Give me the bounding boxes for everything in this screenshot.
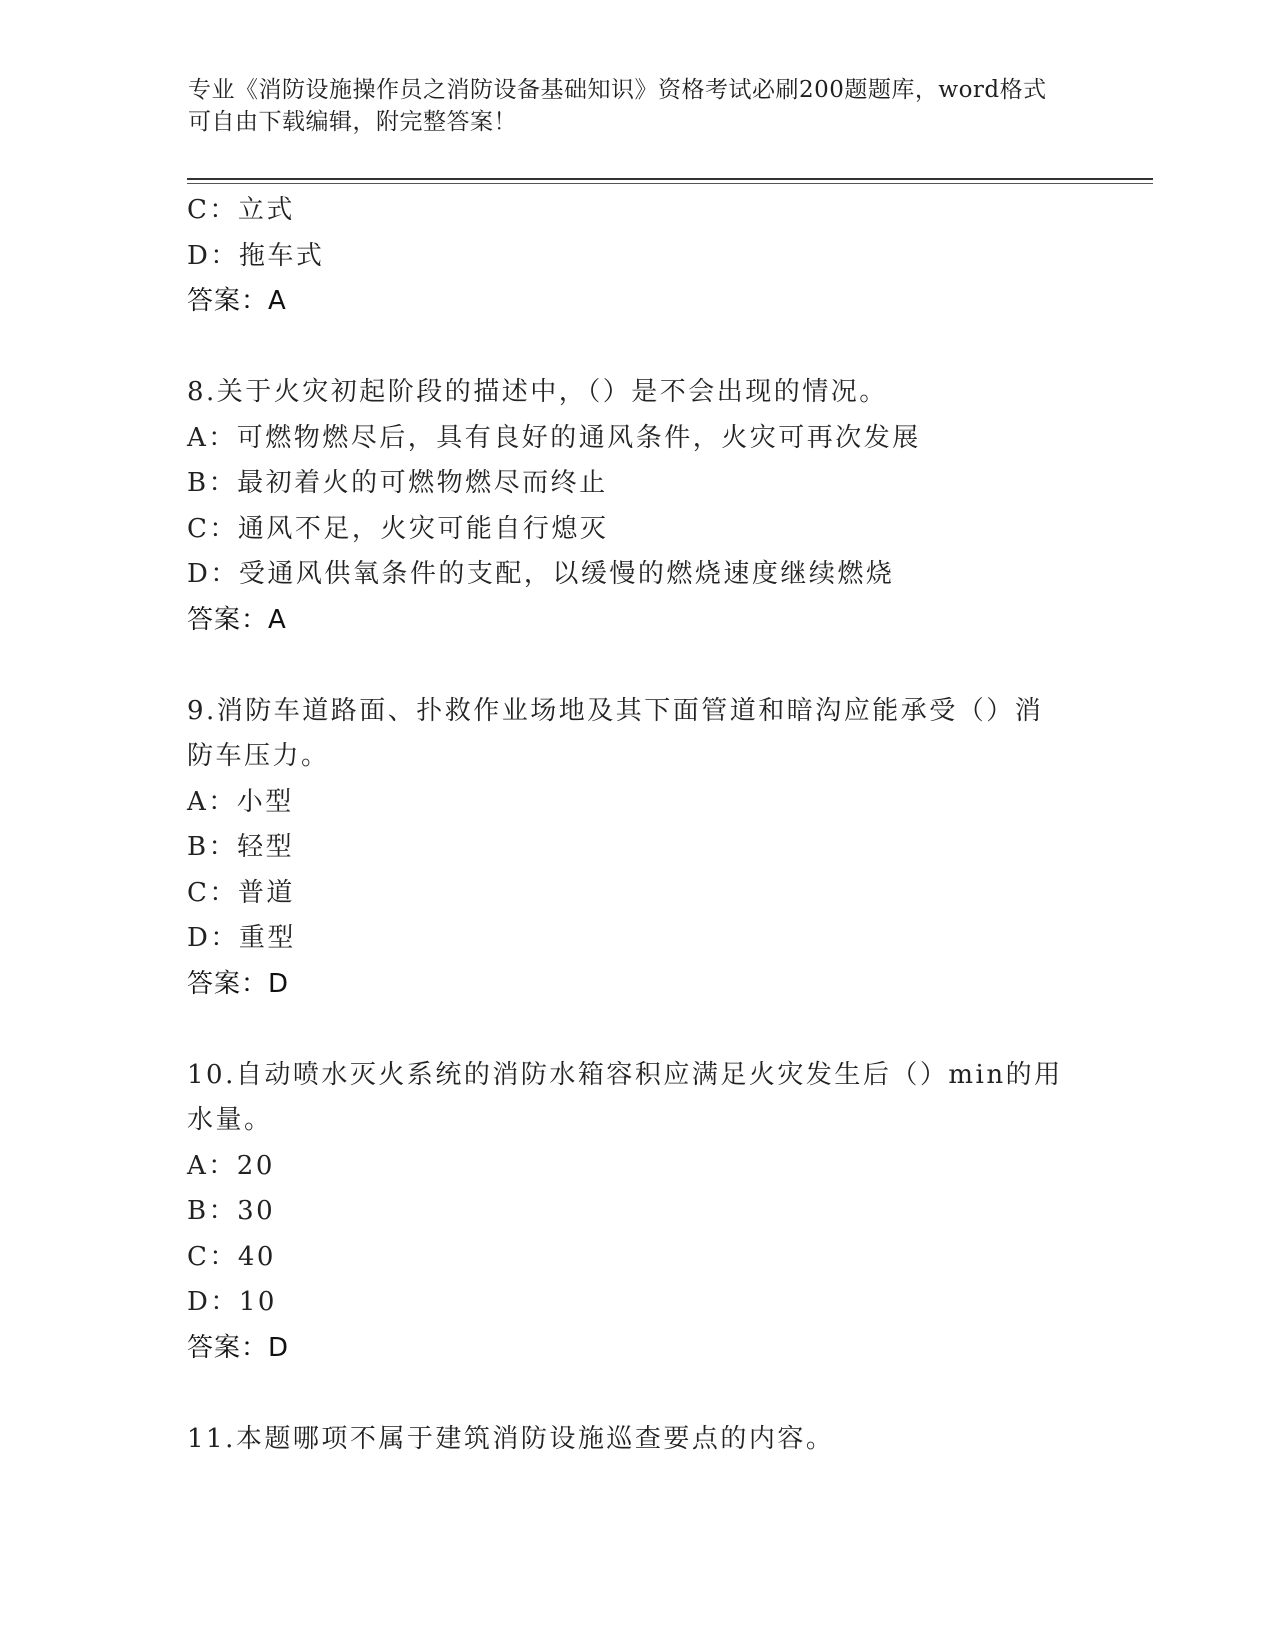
option-d: D：受通风供氧条件的支配，以缓慢的燃烧速度继续燃烧 (187, 559, 895, 589)
answer-line: 答案：D (187, 1332, 290, 1363)
question-block-7 (187, 188, 1067, 325)
question-block-9 (187, 689, 1067, 1008)
spacer (187, 1007, 1067, 1053)
answer-line: 答案：A (187, 604, 287, 635)
header-divider-thin (187, 183, 1153, 184)
option-c: C：40 (187, 1241, 276, 1272)
question-stem: 11.本题哪项不属于建筑消防设施巡查要点的内容。 (187, 1423, 835, 1454)
option-c: C：立式 (187, 195, 295, 225)
question-list (187, 188, 1067, 1462)
option-d: D：重型 (187, 923, 296, 953)
option-a: A：可燃物燃尽后，具有良好的通风条件，火灾可再次发展 (187, 422, 921, 453)
option-d: D：10 (187, 1287, 277, 1317)
question-stem: 8.关于火灾初起阶段的描述中，（）是不会出现的情况。 (187, 377, 888, 407)
answer-line: 答案：A (187, 286, 287, 316)
option-b: B：轻型 (187, 832, 295, 862)
question-block-10 (187, 1053, 1067, 1372)
header-divider-thick (187, 178, 1153, 180)
spacer (187, 643, 1067, 689)
spacer (187, 325, 1067, 371)
document-header: 专业《消防设施操作员之消防设备基础知识》资格考试必刷200题题库，word格式可自由下载编辑，附完整答案！ (188, 77, 1047, 135)
option-b: B：最初着火的可燃物燃尽而终止 (187, 468, 608, 498)
question-block-11 (187, 1417, 1067, 1463)
option-b: B：30 (187, 1196, 276, 1226)
spacer (187, 1371, 1067, 1417)
option-a: A：小型 (187, 786, 294, 817)
question-stem: 9.消防车道路面、扑救作业场地及其下面管道和暗沟应能承受（）消防车压力。 (187, 695, 1044, 771)
question-stem: 10.自动喷水灭火系统的消防水箱容积应满足火灾发生后（）min的用水量。 (187, 1059, 1063, 1135)
option-a: A：20 (187, 1150, 275, 1181)
answer-line: 答案：D (187, 968, 290, 999)
option-c: C：通风不足，火灾可能自行熄灭 (187, 513, 609, 544)
option-c: C：普道 (187, 877, 295, 908)
option-d: D：拖车式 (187, 240, 325, 271)
question-block-8 (187, 370, 1067, 643)
